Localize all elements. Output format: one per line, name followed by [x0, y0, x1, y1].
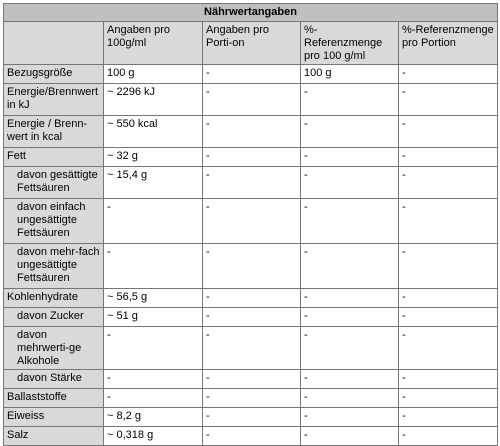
cell-value: - [203, 308, 301, 327]
cell-value: - [399, 370, 498, 389]
cell-value: ~ 0,318 g [104, 427, 203, 446]
cell-value: - [399, 65, 498, 84]
row-label: Bezugsgröße [4, 65, 104, 84]
cell-value: - [301, 327, 399, 370]
table-row [4, 308, 498, 327]
table-row [4, 327, 498, 370]
row-label: Energie/Brennwert in kJ [4, 84, 104, 116]
table-row [4, 370, 498, 389]
table-row [4, 148, 498, 167]
row-label: davon Stärke [4, 370, 104, 389]
cell-value: - [301, 408, 399, 427]
table-row [4, 427, 498, 446]
cell-value: ~ 56,5 g [104, 289, 203, 308]
cell-value: - [301, 389, 399, 408]
table-title: Nährwertangaben [4, 4, 498, 22]
cell-value: ~ 32 g [104, 148, 203, 167]
row-label: davon Zucker [4, 308, 104, 327]
cell-value: - [203, 116, 301, 148]
table-row [4, 65, 498, 84]
table-row [4, 244, 498, 289]
cell-value: - [301, 199, 399, 244]
nutrition-table [3, 3, 498, 446]
cell-value: - [203, 427, 301, 446]
row-label: davon mehr-fach ungesättigte Fettsäuren [4, 244, 104, 289]
cell-value: - [399, 408, 498, 427]
cell-value: ~ 550 kcal [104, 116, 203, 148]
table-row [4, 167, 498, 199]
cell-value: 100 g [104, 65, 203, 84]
cell-value: - [203, 289, 301, 308]
cell-value: - [104, 389, 203, 408]
row-label: davon mehrwerti-ge Alkohole [4, 327, 104, 370]
table-row [4, 116, 498, 148]
cell-value: - [203, 408, 301, 427]
table-row [4, 408, 498, 427]
cell-value: - [399, 148, 498, 167]
cell-value: 100 g [301, 65, 399, 84]
cell-value: - [399, 244, 498, 289]
cell-value: - [301, 167, 399, 199]
row-label: Energie / Brenn-wert in kcal [4, 116, 104, 148]
cell-value: - [301, 116, 399, 148]
row-label: Eiweiss [4, 408, 104, 427]
cell-value: - [399, 289, 498, 308]
cell-value: - [203, 389, 301, 408]
cell-value: - [203, 327, 301, 370]
cell-value: - [301, 308, 399, 327]
cell-value: - [399, 167, 498, 199]
cell-value: - [203, 199, 301, 244]
cell-value: - [203, 84, 301, 116]
cell-value: - [399, 116, 498, 148]
cell-value: ~ 15,4 g [104, 167, 203, 199]
cell-value: - [399, 84, 498, 116]
cell-value: - [104, 327, 203, 370]
cell-value: - [399, 389, 498, 408]
table-row [4, 289, 498, 308]
cell-value: - [301, 148, 399, 167]
cell-value: - [104, 370, 203, 389]
cell-value: - [301, 370, 399, 389]
row-label: Fett [4, 148, 104, 167]
column-header-per-portion: Angaben pro Porti-on [203, 22, 301, 65]
row-label: Kohlenhydrate [4, 289, 104, 308]
cell-value: - [301, 84, 399, 116]
row-label: davon einfach ungesättigte Fettsäuren [4, 199, 104, 244]
column-header-per-100g: Angaben pro 100g/ml [104, 22, 203, 65]
cell-value: - [399, 308, 498, 327]
cell-value: - [301, 427, 399, 446]
cell-value: - [104, 244, 203, 289]
cell-value: ~ 8,2 g [104, 408, 203, 427]
column-header-label [4, 22, 104, 65]
cell-value: - [301, 244, 399, 289]
table-row [4, 199, 498, 244]
column-header-reference-per-portion: %-Referenzmenge pro Portion [399, 22, 498, 65]
cell-value: - [399, 199, 498, 244]
row-label: Ballaststoffe [4, 389, 104, 408]
cell-value: - [399, 327, 498, 370]
row-label: davon gesättigte Fettsäuren [4, 167, 104, 199]
cell-value: - [203, 167, 301, 199]
cell-value: - [301, 289, 399, 308]
table-row [4, 84, 498, 116]
table-row [4, 389, 498, 408]
column-header-reference-per-100g: %-Referenzmenge pro 100 g/ml [301, 22, 399, 65]
cell-value: ~ 2296 kJ [104, 84, 203, 116]
cell-value: ~ 51 g [104, 308, 203, 327]
cell-value: - [203, 148, 301, 167]
cell-value: - [399, 427, 498, 446]
cell-value: - [104, 199, 203, 244]
cell-value: - [203, 370, 301, 389]
cell-value: - [203, 244, 301, 289]
row-label: Salz [4, 427, 104, 446]
cell-value: - [203, 65, 301, 84]
